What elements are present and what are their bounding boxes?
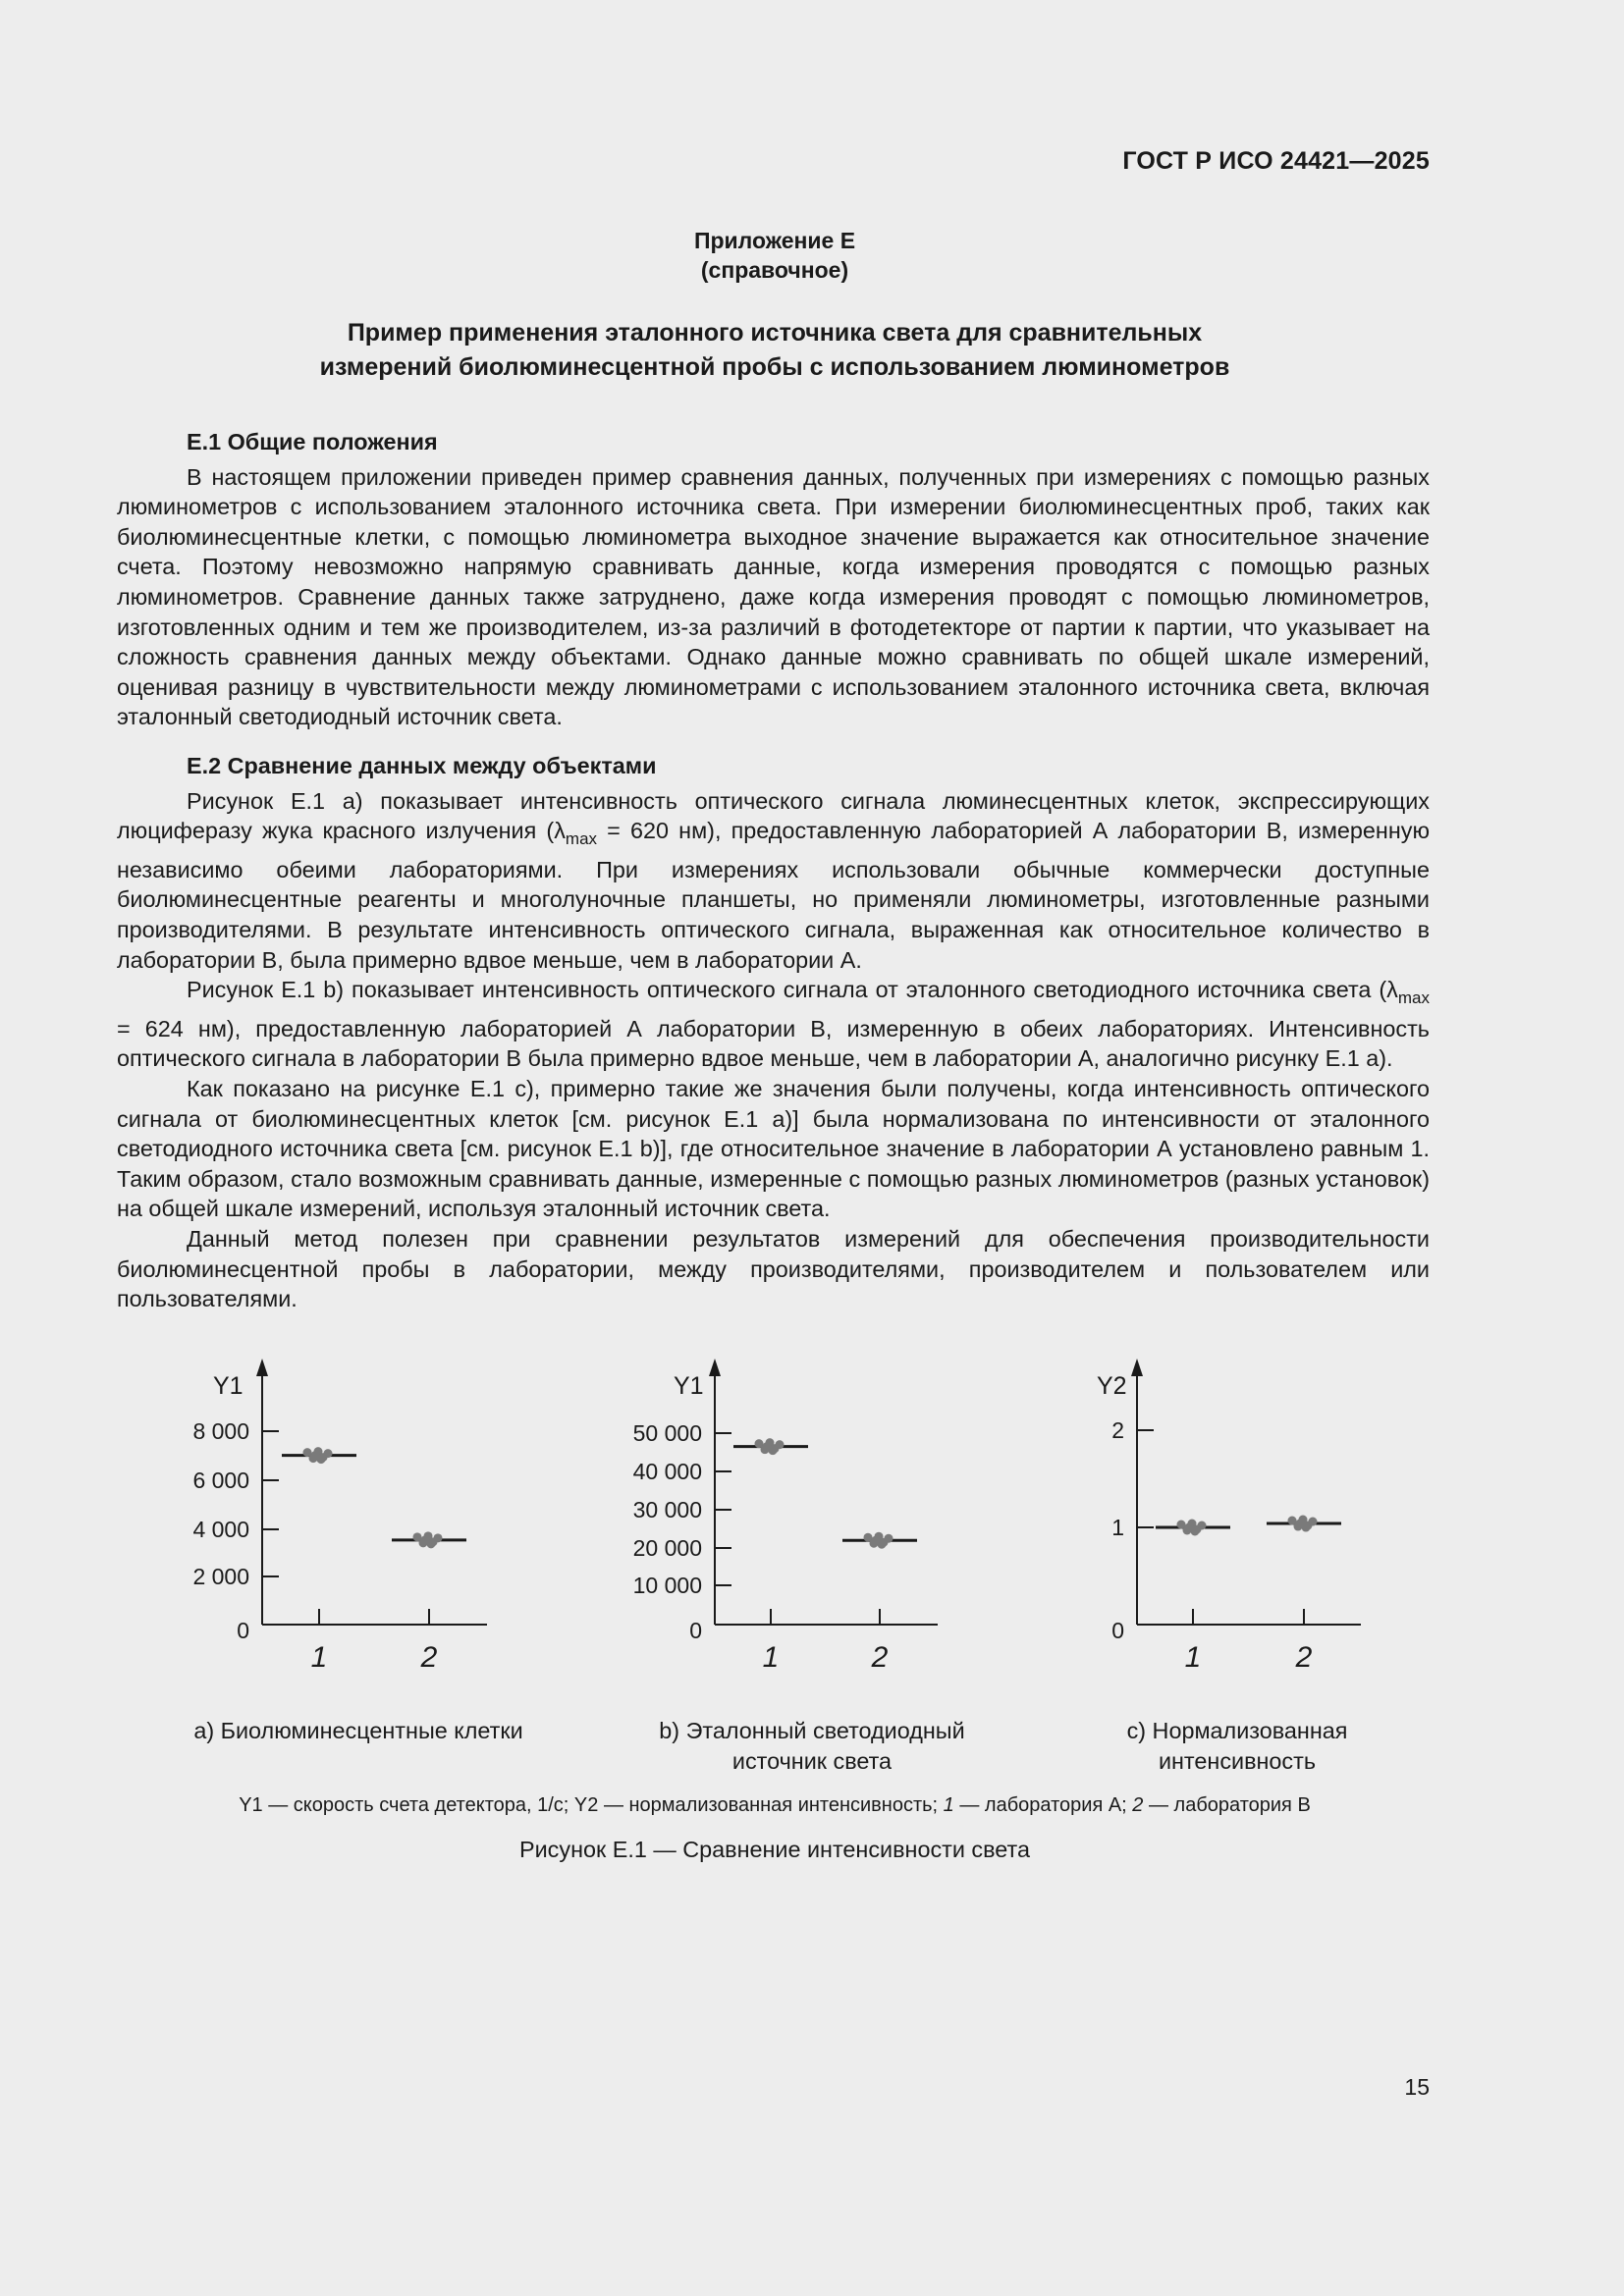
y-tick-label: 0 (1111, 1618, 1124, 1643)
text-run: = 624 нм), предоставленную лабораторией А лаборатории В, измеренную в обеих лабораториях. Интенсивность оптического сигнала в лаборатории В была примерно вдвое меньше, чем в лаборатории А, аналогично рисунку Е.1 a). (117, 1015, 1430, 1072)
text-run: Рисунок Е.1 a) показывает интенсивность оптического сигнала люминесцентных клеток, экспрессирующих люциферазу жука красного излучения (λ (117, 787, 1430, 844)
section-general (117, 427, 1430, 732)
legend-key-2: 2 (1132, 1794, 1144, 1816)
data-point (1309, 1518, 1318, 1526)
section-heading: Е.1 Общие положения (187, 429, 438, 454)
standard-code: ГОСТ Р ИСО 24421—2025 (1122, 147, 1430, 175)
x-tick-label: 2 (1295, 1641, 1313, 1674)
data-point (317, 1455, 326, 1464)
data-point (434, 1533, 443, 1542)
y-axis-arrow (1131, 1359, 1143, 1376)
x-tick-label: 1 (310, 1641, 328, 1674)
page-number: 15 (1404, 2074, 1430, 2100)
y-tick-label: 2 000 (192, 1564, 249, 1589)
text-run: Рисунок Е.1 b) показывает интенсивность оптического сигнала от эталонного светодиодного источника света (λ (187, 977, 1398, 1003)
paragraph: Данный метод полезен при сравнении результатов измерений для обеспечения производительности биолюминесцентной пробы в лаборатории, между производителями, производителем и пользователем или пользователями. (117, 1225, 1430, 1312)
caption-c: c) Нормализованная интенсивность (1126, 1718, 1348, 1774)
x-tick-label: 1 (1184, 1641, 1202, 1674)
y-tick-label: 4 000 (192, 1517, 249, 1542)
y-tick-label: 20 000 (632, 1535, 702, 1561)
figure-charts (0, 1345, 1624, 1698)
data-point (324, 1449, 333, 1458)
appendix-title (0, 316, 1549, 385)
data-point (1198, 1522, 1207, 1530)
paragraph (117, 975, 1430, 1074)
x-tick-label: 2 (871, 1641, 889, 1674)
y-axis-label: Y1 (213, 1372, 244, 1400)
data-point (885, 1534, 893, 1543)
y-axis-label: Y2 (1097, 1372, 1127, 1400)
caption-b: b) Эталонный светодиодный источник света (659, 1718, 965, 1774)
y-tick-label: 50 000 (632, 1420, 702, 1446)
x-tick-label: 1 (762, 1641, 780, 1674)
subscript: max (565, 829, 598, 849)
data-point (1191, 1527, 1200, 1536)
legend-text: — лаборатория В (1143, 1794, 1311, 1816)
y-tick-label: 10 000 (632, 1573, 702, 1598)
y-axis-arrow (709, 1359, 721, 1376)
y-tick-label: 40 000 (632, 1459, 702, 1484)
y-tick-label: 1 (1111, 1515, 1124, 1540)
y-tick-label: 0 (689, 1618, 702, 1643)
legend-text: — лаборатория А; (953, 1794, 1133, 1816)
appendix-number: Приложение Е (693, 228, 856, 253)
y-tick-label: 30 000 (632, 1497, 702, 1522)
data-point (427, 1539, 436, 1548)
caption-a: a) Биолюминесцентные клетки (193, 1718, 523, 1743)
x-tick-label: 2 (420, 1641, 438, 1674)
paragraph: В настоящем приложении приведен пример сравнения данных, полученных при измерениях с помощью разных люминометров с использованием эталонного источника света. При измерении биолюминесцентных проб, таких как биолюминесцентные клетки, с помощью люминометра выходное значение выражается как относительное значение счета. Поэтому невозможно напрямую сравнивать данные, когда измерения проводятся с помощью разных люминометров. Сравнение данных также затруднено, даже когда измерения проводят с помощью люминометров, изготовленных одним и тем же производителем, из-за различий в фотодетекторе от партии к партии, что указывает на сложность сравнения данных между объектами. Однако данные можно сравнивать по общей шкале измерений, оценивая разницу в чувствительности между люминометрами с использованием эталонного источника света, включая эталонный светодиодный источник света. (117, 463, 1430, 730)
legend-text: Y1 — скорость счета детектора, 1/с; Y2 — нормализованная интенсивность; (239, 1794, 944, 1816)
y-tick-label: 2 (1111, 1417, 1124, 1443)
data-point (769, 1446, 778, 1455)
legend-key-1: 1 (943, 1794, 954, 1816)
paragraph (117, 786, 1430, 976)
data-point (1302, 1523, 1311, 1532)
appendix-status: (справочное) (700, 257, 849, 283)
paragraph: Как показано на рисунке Е.1 c), примерно такие же значения были получены, когда интенсивность оптического сигнала от биолюминесцентных клеток [см. рисунок Е.1 a)] была нормализована по интенсивности от эталонного светодиодного источника света [см. рисунок Е.1 b)], где относительное значение в лаборатории А установлено равным 1. Таким образом, стало возможным сравнивать данные, измеренные с помощью разных люминометров (разных установок) на общей шкале измерений, используя эталонный источник света. (117, 1075, 1430, 1222)
appendix-title-line-2: измерений биолюминесцентной пробы с использованием люминометров (319, 353, 1230, 381)
subscript: max (1397, 988, 1430, 1008)
appendix-title-line-1: Пример применения эталонного источника света для сравнительных (347, 319, 1203, 347)
figure-legend (0, 1794, 1549, 1817)
data-point (776, 1440, 785, 1449)
text-run: = 620 нм), предоставленную лабораторией А лаборатории В, измеренную независимо обеими лабораториями. При измерениях использовали обычные коммерчески доступные биолюминесцентные реагенты и многолуночные планшеты, но применяли люминометры, изготовленные разными производителями. В результате интенсивность оптического сигнала, выраженная как относительное количество в лаборатории В, была примерно вдвое меньше, чем в лаборатории А. (117, 818, 1431, 973)
y-tick-label: 8 000 (192, 1418, 249, 1444)
section-heading: Е.2 Сравнение данных между объектами (187, 753, 657, 778)
section-comparison (117, 751, 1430, 1314)
appendix-label (0, 226, 1549, 285)
y-axis-label: Y1 (674, 1372, 704, 1400)
y-tick-label: 6 000 (192, 1468, 249, 1493)
y-tick-label: 0 (237, 1618, 249, 1643)
y-axis-arrow (256, 1359, 268, 1376)
figure-title: Рисунок Е.1 — Сравнение интенсивности света (519, 1837, 1030, 1862)
data-point (878, 1540, 887, 1549)
